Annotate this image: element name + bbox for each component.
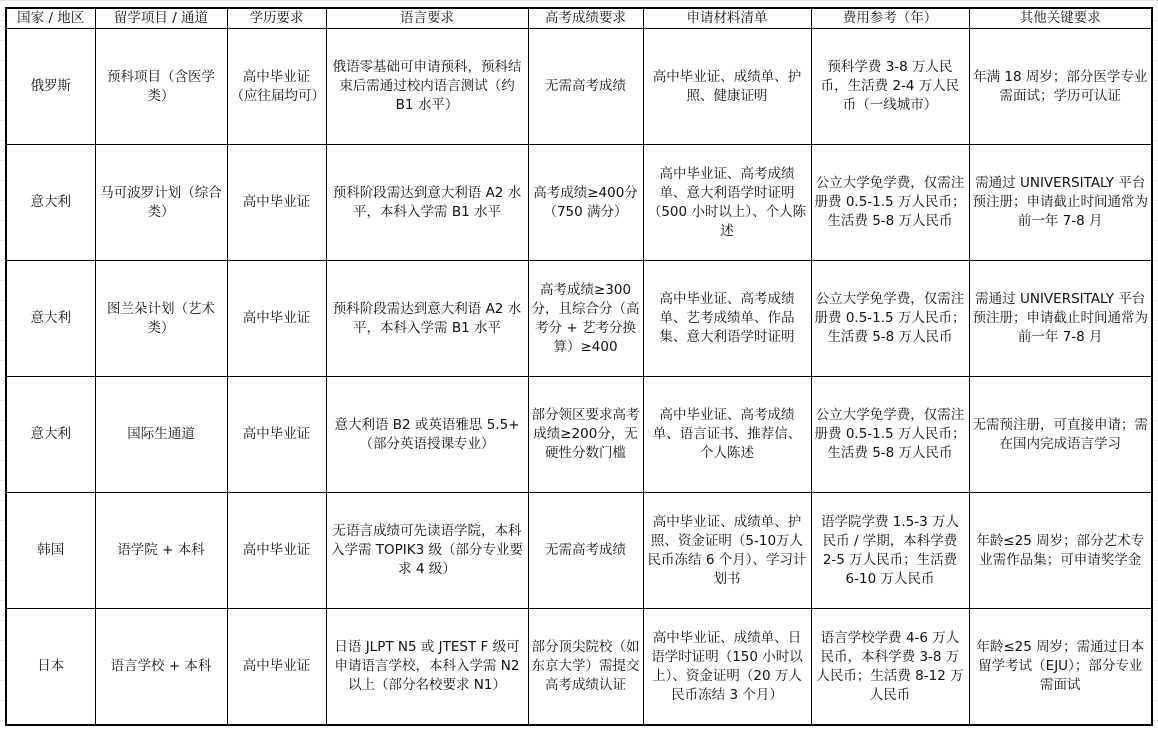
cell-program: 预科项目（含医学类） bbox=[95, 29, 227, 145]
cell-gaokao: 高考成绩≥300分，且综合分（高考分 + 艺考分换算）≥400 bbox=[528, 261, 643, 377]
cell-other: 需通过 UNIVERSITALY 平台预注册；申请截止时间通常为前一年 7-8 月 bbox=[969, 145, 1152, 261]
cell-materials: 高中毕业证、高考成绩单、艺考成绩单、作品集、意大利语学时证明 bbox=[643, 261, 811, 377]
table-row bbox=[6, 261, 1152, 377]
cell-cost: 公立大学免学费，仅需注册费 0.5-1.5 万人民币；生活费 5-8 万人民币 bbox=[811, 261, 969, 377]
cell-gaokao: 部分领区要求高考成绩≥200分，无硬性分数门槛 bbox=[528, 377, 643, 493]
cell-cost: 语言学校学费 4-6 万人民币，本科学费 3-8 万人民币；生活费 8-12 万人民币 bbox=[811, 609, 969, 726]
column-header-materials: 申请材料清单 bbox=[643, 8, 811, 29]
cell-materials: 高中毕业证、成绩单、护照、健康证明 bbox=[643, 29, 811, 145]
column-header-other: 其他关键要求 bbox=[969, 8, 1152, 29]
column-header-cost: 费用参考（年） bbox=[811, 8, 969, 29]
cell-country: 意大利 bbox=[6, 261, 95, 377]
table-row bbox=[6, 29, 1152, 145]
cell-language: 无语言成绩可先读语学院，本科入学需 TOPIK3 级（部分专业要求 4 级） bbox=[326, 493, 528, 609]
cell-program: 国际生通道 bbox=[95, 377, 227, 493]
cell-education: 高中毕业证 bbox=[227, 145, 326, 261]
cell-cost: 公立大学免学费，仅需注册费 0.5-1.5 万人民币；生活费 5-8 万人民币 bbox=[811, 377, 969, 493]
cell-language: 日语 JLPT N5 或 JTEST F 级可申请语言学校，本科入学需 N2 以上（部分名校要求 N1） bbox=[326, 609, 528, 726]
cell-education: 高中毕业证（应往届均可） bbox=[227, 29, 326, 145]
cell-country: 俄罗斯 bbox=[6, 29, 95, 145]
cell-cost: 公立大学免学费，仅需注册费 0.5-1.5 万人民币；生活费 5-8 万人民币 bbox=[811, 145, 969, 261]
cell-other: 需通过 UNIVERSITALY 平台预注册；申请截止时间通常为前一年 7-8 月 bbox=[969, 261, 1152, 377]
cell-language: 俄语零基础可申请预科，预科结束后需通过校内语言测试（约 B1 水平） bbox=[326, 29, 528, 145]
table-row bbox=[6, 609, 1152, 726]
table-row bbox=[6, 493, 1152, 609]
cell-other: 无需预注册，可直接申请；需在国内完成语言学习 bbox=[969, 377, 1152, 493]
cell-program: 语学院 + 本科 bbox=[95, 493, 227, 609]
cell-gaokao: 部分顶尖院校（如东京大学）需提交高考成绩认证 bbox=[528, 609, 643, 726]
study-abroad-table bbox=[5, 7, 1153, 726]
cell-gaokao: 无需高考成绩 bbox=[528, 29, 643, 145]
cell-cost: 语学院学费 1.5-3 万人民币 / 学期，本科学费 2-5 万人民币；生活费 6-10 万人民币 bbox=[811, 493, 969, 609]
column-header-education: 学历要求 bbox=[227, 8, 326, 29]
cell-education: 高中毕业证 bbox=[227, 377, 326, 493]
cell-program: 马可波罗计划（综合类） bbox=[95, 145, 227, 261]
column-header-gaokao: 高考成绩要求 bbox=[528, 8, 643, 29]
column-header-program: 留学项目 / 通道 bbox=[95, 8, 227, 29]
cell-country: 韩国 bbox=[6, 493, 95, 609]
cell-gaokao: 高考成绩≥400分（750 满分） bbox=[528, 145, 643, 261]
cell-materials: 高中毕业证、成绩单、护照、资金证明（5-10万人民币冻结 6 个月）、学习计划书 bbox=[643, 493, 811, 609]
table-row bbox=[6, 145, 1152, 261]
cell-country: 日本 bbox=[6, 609, 95, 726]
table-row bbox=[6, 377, 1152, 493]
cell-country: 意大利 bbox=[6, 377, 95, 493]
cell-program: 语言学校 + 本科 bbox=[95, 609, 227, 726]
cell-materials: 高中毕业证、高考成绩单、语言证书、推荐信、个人陈述 bbox=[643, 377, 811, 493]
header-row bbox=[6, 8, 1152, 29]
cell-education: 高中毕业证 bbox=[227, 609, 326, 726]
cell-other: 年满 18 周岁；部分医学专业需面试；学历可认证 bbox=[969, 29, 1152, 145]
cell-cost: 预科学费 3-8 万人民币，生活费 2-4 万人民币（一线城市） bbox=[811, 29, 969, 145]
column-header-country: 国家 / 地区 bbox=[6, 8, 95, 29]
cell-program: 图兰朵计划（艺术类） bbox=[95, 261, 227, 377]
cell-education: 高中毕业证 bbox=[227, 261, 326, 377]
cell-language: 预科阶段需达到意大利语 A2 水平，本科入学需 B1 水平 bbox=[326, 145, 528, 261]
cell-language: 预科阶段需达到意大利语 A2 水平，本科入学需 B1 水平 bbox=[326, 261, 528, 377]
cell-other: 年龄≤25 周岁；需通过日本留学考试（EJU）；部分专业需面试 bbox=[969, 609, 1152, 726]
cell-materials: 高中毕业证、成绩单、日语学时证明（150 小时以上）、资金证明（20 万人民币冻结 3 个月） bbox=[643, 609, 811, 726]
cell-other: 年龄≤25 周岁；部分艺术专业需作品集；可申请奖学金 bbox=[969, 493, 1152, 609]
column-header-language: 语言要求 bbox=[326, 8, 528, 29]
cell-language: 意大利语 B2 或英语雅思 5.5+（部分英语授课专业） bbox=[326, 377, 528, 493]
cell-materials: 高中毕业证、高考成绩单、意大利语学时证明（500 小时以上）、个人陈述 bbox=[643, 145, 811, 261]
cell-gaokao: 无需高考成绩 bbox=[528, 493, 643, 609]
cell-education: 高中毕业证 bbox=[227, 493, 326, 609]
cell-country: 意大利 bbox=[6, 145, 95, 261]
